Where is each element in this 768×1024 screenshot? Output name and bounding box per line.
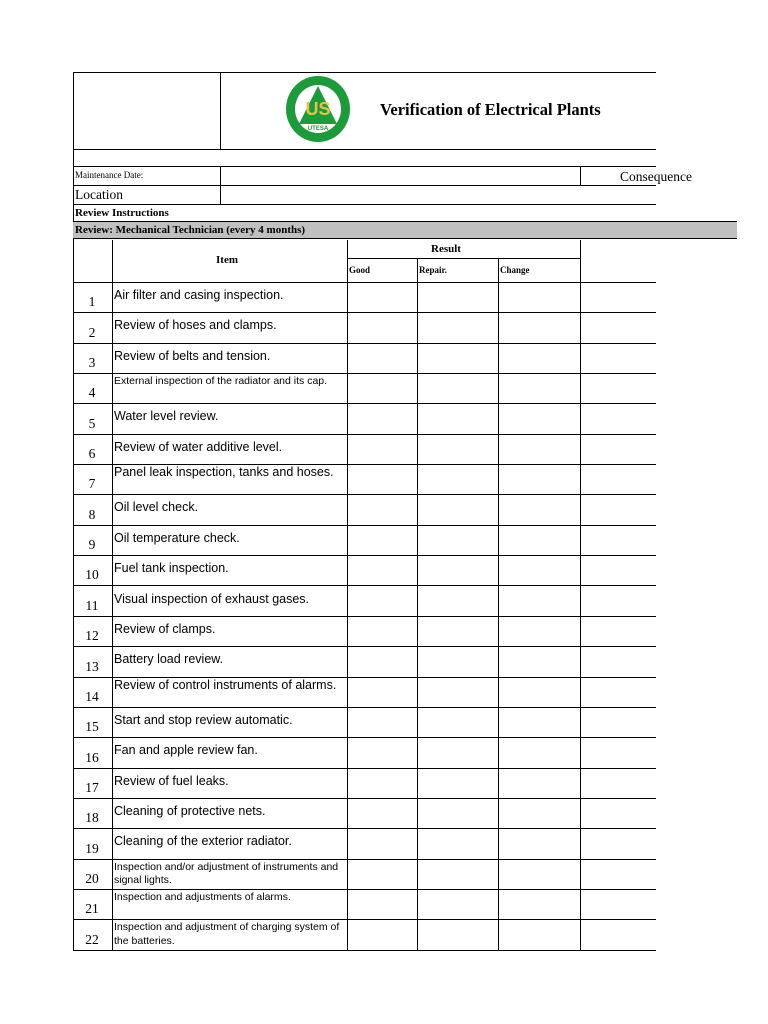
repair-cell[interactable]: [418, 769, 498, 798]
notes-cell[interactable]: [581, 769, 656, 798]
page-title: Verification of Electrical Plants: [380, 100, 601, 119]
row-number: 1: [88, 294, 96, 310]
row-number: 7: [88, 476, 96, 492]
notes-cell[interactable]: [581, 556, 656, 585]
good-cell[interactable]: [348, 860, 417, 889]
table-row: [73, 587, 656, 617]
repair-cell[interactable]: [418, 617, 498, 646]
repair-cell[interactable]: [418, 920, 498, 949]
change-cell[interactable]: [499, 313, 580, 342]
row-item-text: Cleaning of protective nets.: [114, 803, 266, 818]
good-cell[interactable]: [348, 617, 417, 646]
good-cell[interactable]: [348, 374, 417, 403]
notes-cell[interactable]: [581, 374, 656, 403]
repair-cell[interactable]: [418, 799, 498, 828]
change-cell[interactable]: [499, 404, 580, 433]
notes-cell[interactable]: [581, 344, 656, 373]
repair-cell[interactable]: [418, 495, 498, 524]
maintenance-date-field[interactable]: [221, 167, 579, 184]
repair-cell[interactable]: [418, 344, 498, 373]
result-header: Result: [431, 243, 461, 255]
table-row: [73, 617, 656, 647]
notes-cell[interactable]: [581, 829, 656, 858]
row-number: 3: [88, 355, 96, 371]
repair-cell[interactable]: [418, 283, 498, 312]
notes-cell[interactable]: [581, 313, 656, 342]
repair-cell[interactable]: [418, 526, 498, 555]
row-item-text: Review of water additive level.: [114, 439, 283, 454]
row-item-text: Fan and apple review fan.: [114, 743, 258, 758]
repair-cell[interactable]: [418, 374, 498, 403]
table-row: [73, 313, 656, 343]
table-row: [73, 738, 656, 768]
row-item-text: Start and stop review automatic.: [114, 712, 293, 727]
good-cell[interactable]: [348, 769, 417, 798]
row-number: 11: [85, 597, 99, 613]
repair-cell[interactable]: [418, 465, 498, 494]
location-label: Location: [75, 187, 123, 202]
table-row: [73, 920, 656, 950]
table-row: [73, 526, 656, 556]
row-number: 15: [85, 719, 99, 735]
repair-cell[interactable]: [418, 738, 498, 767]
row-item-text: Panel leak inspection, tanks and hoses.: [114, 465, 334, 480]
notes-cell[interactable]: [581, 465, 656, 494]
table-row: [73, 829, 656, 859]
row-item-text: Review of control instruments of alarms.: [114, 677, 337, 692]
change-cell[interactable]: [499, 465, 580, 494]
change-cell[interactable]: [499, 920, 580, 949]
good-cell[interactable]: [348, 465, 417, 494]
row-item-text: Fuel tank inspection.: [114, 561, 229, 576]
good-cell[interactable]: [348, 738, 417, 767]
table-row: [73, 678, 656, 708]
table-row: [73, 465, 656, 495]
change-cell[interactable]: [499, 708, 580, 737]
notes-cell[interactable]: [581, 647, 656, 676]
table-row: [73, 556, 656, 586]
item-header: Item: [216, 254, 238, 266]
row-item-text: Oil temperature check.: [114, 530, 240, 545]
good-cell[interactable]: [348, 435, 417, 464]
repair-cell[interactable]: [418, 678, 498, 707]
repair-cell[interactable]: [418, 435, 498, 464]
row-number: 4: [88, 385, 96, 401]
notes-cell[interactable]: [581, 587, 656, 616]
notes-cell[interactable]: [581, 617, 656, 646]
good-cell[interactable]: [348, 708, 417, 737]
table-row: [73, 708, 656, 738]
row-number: 21: [85, 901, 99, 917]
row-number: 8: [88, 506, 96, 522]
change-cell[interactable]: [499, 526, 580, 555]
change-cell[interactable]: [499, 678, 580, 707]
row-number: 22: [85, 931, 99, 947]
row-number: 18: [85, 810, 99, 826]
row-item-text: Battery load review.: [114, 652, 224, 667]
repair-cell[interactable]: [418, 556, 498, 585]
change-cell[interactable]: [499, 556, 580, 585]
logo-text: UTESA: [307, 126, 329, 132]
change-cell[interactable]: [499, 495, 580, 524]
row-number: 17: [85, 779, 99, 795]
good-cell[interactable]: [348, 344, 417, 373]
notes-cell[interactable]: [581, 435, 656, 464]
change-cell[interactable]: [499, 769, 580, 798]
change-cell[interactable]: [499, 344, 580, 373]
notes-cell[interactable]: [581, 283, 656, 312]
row-item-text: Review of hoses and clamps.: [114, 318, 277, 333]
notes-cell[interactable]: [581, 526, 656, 555]
notes-cell[interactable]: [581, 738, 656, 767]
row-number: 10: [85, 567, 99, 583]
table-row: [73, 890, 656, 920]
repair-cell[interactable]: [418, 404, 498, 433]
row-number: 2: [88, 324, 96, 340]
good-cell[interactable]: [348, 495, 417, 524]
notes-cell[interactable]: [581, 404, 656, 433]
good-cell[interactable]: [348, 799, 417, 828]
table-row: [73, 404, 656, 434]
notes-cell[interactable]: [581, 708, 656, 737]
row-item-text: Cleaning of the exterior radiator.: [114, 834, 292, 849]
row-item-text: Inspection and adjustments of alarms.: [114, 891, 291, 903]
row-item-text: Oil level check.: [114, 500, 199, 515]
utesa-logo: [285, 75, 351, 143]
row-number: 9: [88, 537, 96, 553]
table-row: [73, 344, 656, 374]
table-row: [73, 374, 656, 404]
row-item-text: External inspection of the radiator and its cap.: [114, 375, 328, 388]
good-cell[interactable]: [348, 678, 417, 707]
good-cell[interactable]: [348, 313, 417, 342]
review-instructions-heading: Review Instructions: [75, 207, 169, 219]
change-cell[interactable]: [499, 587, 580, 616]
row-number: 14: [85, 688, 99, 704]
good-cell[interactable]: [348, 283, 417, 312]
good-cell[interactable]: [348, 587, 417, 616]
change-cell[interactable]: [499, 374, 580, 403]
result-col-repair: Repair.: [419, 265, 447, 275]
table-row: [73, 769, 656, 799]
notes-cell[interactable]: [581, 860, 656, 889]
table-row: [73, 435, 656, 465]
result-col-change: Change: [500, 265, 530, 275]
row-number: 12: [85, 628, 99, 644]
review-mechanical-heading: Review: Mechanical Technician (every 4 months): [75, 224, 306, 236]
row-number: 5: [88, 415, 96, 431]
row-item-text: Inspection and/or adjustment of instruments and signal lights.: [114, 860, 339, 887]
good-cell[interactable]: [348, 647, 417, 676]
table-row: [73, 283, 656, 313]
row-item-text: Review of fuel leaks.: [114, 773, 229, 788]
repair-cell[interactable]: [418, 587, 498, 616]
notes-cell[interactable]: [581, 678, 656, 707]
row-number: 16: [85, 749, 99, 765]
good-cell[interactable]: [348, 526, 417, 555]
good-cell[interactable]: [348, 890, 417, 919]
change-cell[interactable]: [499, 890, 580, 919]
repair-cell[interactable]: [418, 860, 498, 889]
notes-cell[interactable]: [581, 890, 656, 919]
row-number: 19: [85, 840, 99, 856]
row-number: 6: [88, 446, 96, 462]
change-cell[interactable]: [499, 647, 580, 676]
consequence-field[interactable]: [581, 167, 621, 184]
notes-cell[interactable]: [581, 495, 656, 524]
change-cell[interactable]: [499, 829, 580, 858]
consequence-label: Consequence: [620, 169, 692, 184]
good-cell[interactable]: [348, 556, 417, 585]
row-item-text: Air filter and casing inspection.: [114, 288, 284, 302]
change-cell[interactable]: [499, 617, 580, 646]
row-item-text: Water level review.: [114, 409, 219, 424]
notes-cell[interactable]: [581, 920, 656, 949]
result-col-good: Good: [349, 265, 371, 275]
maintenance-date-label: Maintenance Date:: [75, 170, 144, 180]
table-row: [73, 647, 656, 677]
notes-cell[interactable]: [581, 799, 656, 828]
change-cell[interactable]: [499, 860, 580, 889]
table-row: [73, 860, 656, 890]
change-cell[interactable]: [499, 799, 580, 828]
repair-cell[interactable]: [418, 708, 498, 737]
svg-text:US: US: [305, 99, 331, 119]
table-row: [73, 799, 656, 829]
row-item-text: Review of belts and tension.: [114, 348, 271, 363]
repair-cell[interactable]: [418, 313, 498, 342]
repair-cell[interactable]: [418, 647, 498, 676]
good-cell[interactable]: [348, 404, 417, 433]
row-number: 20: [85, 870, 99, 886]
change-cell[interactable]: [499, 738, 580, 767]
change-cell[interactable]: [499, 283, 580, 312]
table-row: [73, 495, 656, 525]
change-cell[interactable]: [499, 435, 580, 464]
repair-cell[interactable]: [418, 890, 498, 919]
row-item-text: Visual inspection of exhaust gases.: [114, 591, 310, 606]
location-field[interactable]: [221, 186, 655, 203]
good-cell[interactable]: [348, 829, 417, 858]
repair-cell[interactable]: [418, 829, 498, 858]
row-item-text: Inspection and adjustment of charging system of the batteries.: [114, 921, 340, 947]
good-cell[interactable]: [348, 920, 417, 949]
row-item-text: Review of clamps.: [114, 621, 216, 636]
row-number: 13: [85, 658, 99, 674]
